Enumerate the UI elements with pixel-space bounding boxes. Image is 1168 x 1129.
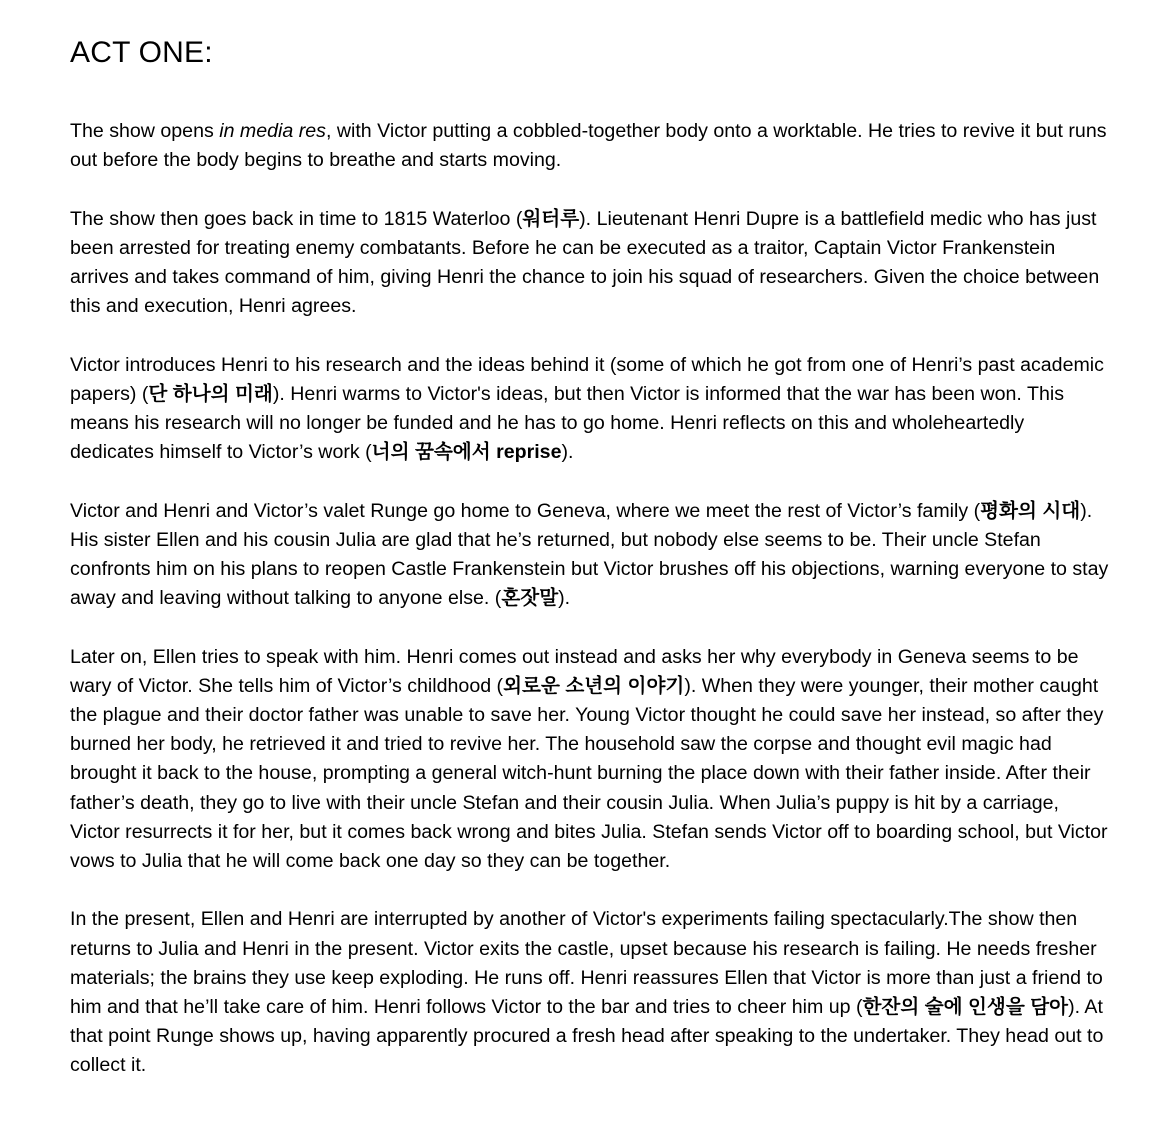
song-title: 외로운 소년의 이야기 [503, 674, 685, 697]
document-body [70, 33, 1110, 1110]
paragraph-childhood: Later on, Ellen tries to speak with him. Henri comes out instead and asks her why everybody in Geneva seems to be wary of Victor. She tells him of Victor’s childhood (외로운 소년의 이야기). When they were younger, their mother caught the plague and their doctor father was unable to save her. Young Victor thought he could save her instead, so after they burned her body, he retrieved it and tried to revive her. The household saw the corpse and thought evil magic had brought it back to the house, prompting a general witch-hunt burning the place down with their father inside. After their father’s death, they go to live with their uncle Stefan and their cousin Julia. When Julia’s puppy is hit by a carriage, Victor resurrects it for her, but it comes back wrong and bites Julia. Stefan sends Victor off to boarding school, but Victor vows to Julia that he will come back one day so they can be together. [70, 645, 1108, 873]
paragraph-geneva: Victor and Henri and Victor’s valet Runge go home to Geneva, where we meet the rest of Victor’s family (평화의 시대). His sister Ellen and his cousin Julia are glad that he’s returned, but nobody else seems to be. Their uncle Stefan confronts him on his plans to reopen Castle Frankenstein but Victor brushes off his objections, warning everyone to stay away and leaving without talking to anyone else. (혼잣말). [70, 499, 1109, 610]
song-title: 너의 꿈속에서 reprise [371, 441, 562, 464]
paragraph-opening: The show opens in media res, with Victor putting a cobbled-together body onto a worktable. He tries to revive it but runs out before the body begins to breathe and starts moving. [70, 120, 1107, 172]
song-title: 혼잣말 [501, 587, 559, 610]
song-title: 한잔의 술에 인생을 담아 [862, 996, 1069, 1019]
song-title: 단 하나의 미래 [148, 382, 273, 405]
paragraph-present: In the present, Ellen and Henri are interrupted by another of Victor's experiments failing spectacularly.The show then returns to Julia and Henri in the present. Victor exits the castle, upset because his research is failing. He needs fresher materials; the brains they use keep exploding. He runs off. Henri reassures Ellen that Victor is more than just a friend to him and that he’ll take care of him. Henri follows Victor to the bar and tries to cheer him up (한잔의 술에 인생을 담아). At that point Runge shows up, having apparently procured a fresh head after speaking to the undertaker. They head out to collect it. [70, 908, 1104, 1077]
italic-phrase: in media res [219, 120, 326, 142]
paragraph-research: Victor introduces Henri to his research and the ideas behind it (some of which he got from one of Henri’s past academic papers) (단 하나의 미래). Henri warms to Victor's ideas, but then Victor is informed that the war has been won. This means his research will no longer be funded and he has to go home. Henri reflects on this and wholeheartedly dedicates himself to Victor’s work (너의 꿈속에서 reprise). [70, 353, 1104, 464]
act-heading: ACT ONE: [70, 36, 213, 69]
song-title: 평화의 시대 [980, 499, 1081, 522]
song-title: 워터루 [522, 207, 580, 230]
paragraph-waterloo: The show then goes back in time to 1815 Waterloo (워터루). Lieutenant Henri Dupre is a battlefield medic who has just been arrested for treating enemy combatants. Before he can be executed as a traitor, Captain Victor Frankenstein arrives and takes command of him, giving Henri the chance to join his squad of researchers. Given the choice between this and execution, Henri agrees. [70, 207, 1100, 318]
